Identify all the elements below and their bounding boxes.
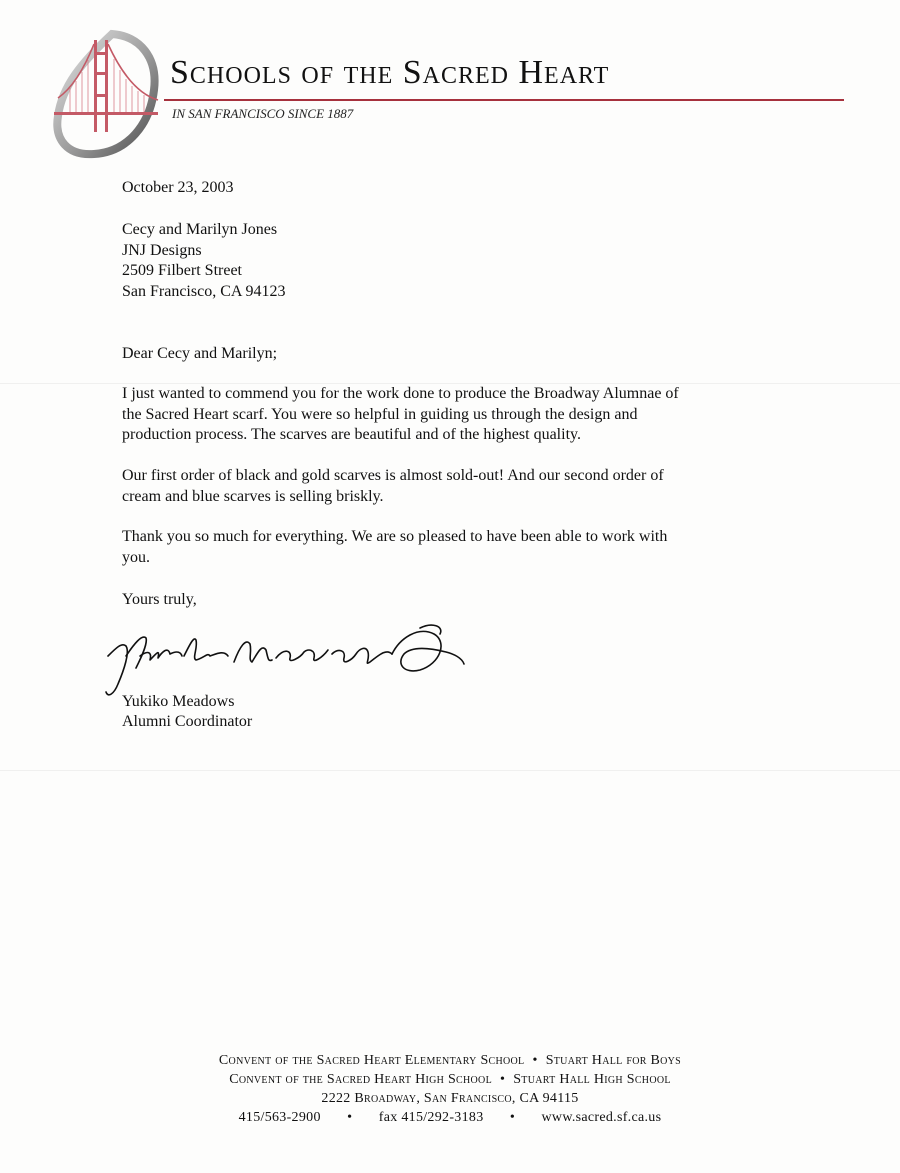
body-line: the Sacred Heart scarf. You were so helpful in guiding us through the design and: [122, 405, 638, 423]
footer-address: 2222 Broadway, San Francisco, CA 94115: [321, 1091, 579, 1106]
footer-website: www.sacred.sf.ca.us: [541, 1110, 662, 1125]
footer-fax: fax 415/292-3183: [378, 1110, 484, 1125]
letterhead-footer: [100, 1051, 800, 1127]
recipient-names: Cecy and Marilyn Jones: [122, 221, 278, 238]
footer-bullet: •: [347, 1110, 353, 1125]
body-paragraph: [122, 466, 762, 507]
body-line: Thank you so much for everything. We are so pleased to have been able to work with: [122, 528, 668, 545]
handwritten-signature: [100, 608, 470, 700]
footer-school-stuart-hall-boys: Stuart Hall for Boys: [545, 1053, 682, 1068]
salutation: Dear Cecy and Marilyn;: [122, 345, 278, 362]
footer-school-elementary: Convent of the Sacred Heart Elementary School: [218, 1053, 525, 1068]
body-line: cream and blue scarves is selling briskly.: [122, 487, 384, 505]
letter-date: October 23, 2003: [122, 179, 234, 196]
footer-line-1: [100, 1051, 800, 1070]
footer-school-stuart-hall-high: Stuart Hall High School: [513, 1072, 671, 1087]
organization-name: Schools of the Sacred Heart: [170, 54, 610, 91]
footer-bullet: •: [500, 1072, 506, 1087]
footer-bullet: •: [532, 1053, 538, 1068]
closing: Yours truly,: [122, 591, 197, 608]
letterhead-tagline: IN SAN FRANCISCO SINCE 1887: [172, 106, 354, 121]
signer-name: Yukiko Meadows: [122, 693, 235, 710]
paper-fold-line: [0, 770, 900, 771]
recipient-company: JNJ Designs: [122, 242, 202, 259]
letterhead-rule: [164, 99, 844, 101]
golden-gate-bridge-logo: [50, 28, 162, 160]
body-paragraph: [122, 384, 762, 446]
body-line: Our first order of black and gold scarves is almost sold-out! And our second order of: [122, 467, 664, 484]
body-paragraph: [122, 527, 762, 568]
footer-bullet: •: [509, 1110, 516, 1125]
body-line: I just wanted to commend you for the work done to produce the Broadway Alumnae of: [122, 385, 679, 402]
footer-contact-line: [100, 1108, 800, 1127]
footer-school-high: Convent of the Sacred Heart High School: [229, 1072, 492, 1087]
body-line: you.: [122, 548, 150, 566]
recipient-street: 2509 Filbert Street: [122, 262, 242, 279]
footer-phone: 415/563-2900: [238, 1110, 321, 1125]
body-line: production process. The scarves are beautiful and of the highest quality.: [122, 426, 581, 443]
recipient-city: San Francisco, CA 94123: [122, 283, 286, 300]
signer-title: Alumni Coordinator: [122, 713, 253, 730]
footer-line-2: [100, 1070, 800, 1089]
